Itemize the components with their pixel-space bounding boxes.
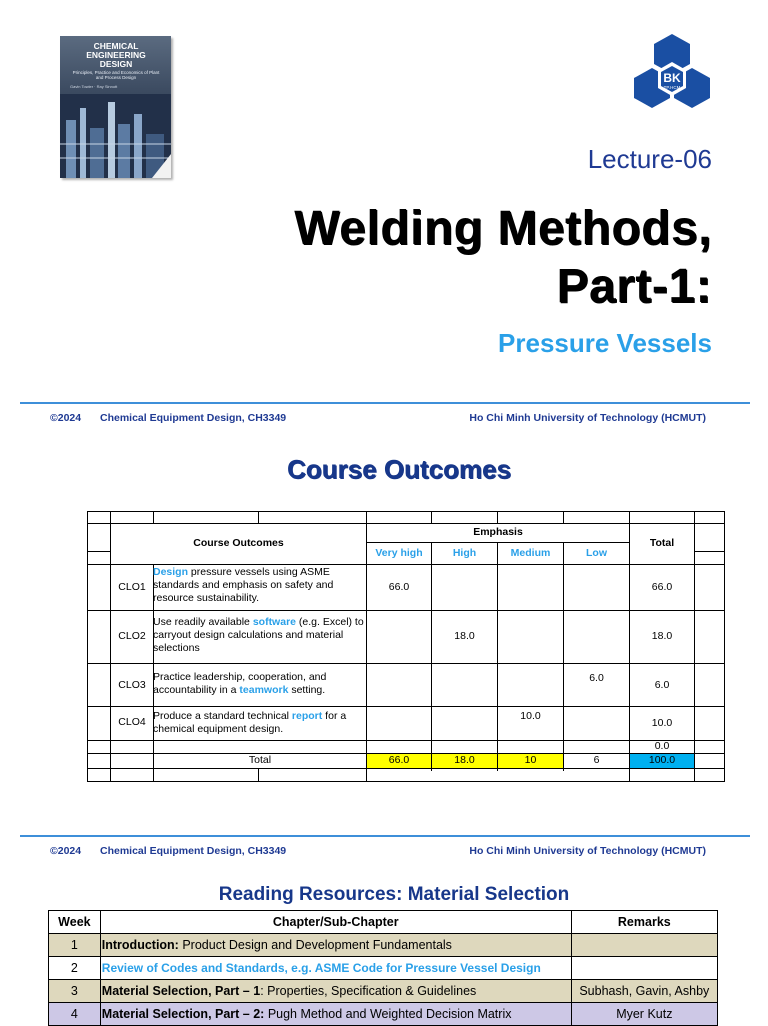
- course-outcomes-table: [87, 511, 725, 782]
- remarks-cell: [571, 957, 717, 980]
- footer-university: Ho Chi Minh University of Technology (HCMUT): [469, 845, 706, 857]
- chapter-bold: Material Selection, Part – 1: [101, 984, 261, 998]
- lecture-subtitle: Pressure Vessels: [498, 328, 712, 358]
- week-cell: 2: [49, 957, 101, 980]
- footer-year: ©2024: [50, 845, 82, 857]
- chapter-cell: [100, 934, 571, 957]
- clo-text: pressure vessels using ASME standards and emphasis on safety and resource sustainability.: [153, 566, 334, 604]
- logo-main-text: BK: [663, 71, 681, 85]
- col-remarks: Remarks: [571, 911, 717, 934]
- slide-divider: [20, 835, 750, 837]
- book-title: CHEMICAL ENGINEERING DESIGN: [86, 41, 146, 69]
- clo-text: Practice leadership, cooperation, and accountability in a: [153, 671, 327, 696]
- chapter-bold: Material Selection, Part – 2:: [101, 1007, 265, 1021]
- clo-very-high: 66.0: [388, 581, 410, 593]
- totals-very-high: 66.0: [388, 754, 410, 766]
- chapter-text: Pugh Method and Weighted Decision Matrix: [264, 1007, 512, 1021]
- header-course-outcomes: Course Outcomes: [193, 537, 284, 549]
- remarks-cell: [571, 934, 717, 957]
- clo-keyword: software: [252, 616, 296, 628]
- refinery-illustration: [60, 94, 171, 178]
- remarks-cell: Subhash, Gavin, Ashby: [571, 980, 717, 1003]
- table-row: [49, 957, 718, 980]
- header-very-high: Very high: [375, 547, 423, 559]
- week-cell: 4: [49, 1003, 101, 1026]
- totals-low: 6: [593, 754, 600, 766]
- footer-year: ©2024: [50, 412, 82, 424]
- clo-total: 18.0: [651, 630, 673, 642]
- remarks-cell: Myer Kutz: [571, 1003, 717, 1026]
- footer-course: Chemical Equipment Design, CH3349: [100, 412, 287, 424]
- footer-course: Chemical Equipment Design, CH3349: [100, 845, 287, 857]
- clo-id: CLO2: [118, 630, 146, 642]
- header-total: Total: [649, 537, 675, 549]
- totals-total: 100.0: [648, 754, 676, 766]
- chapter-text: Product Design and Development Fundamentals: [178, 938, 452, 952]
- clo-id: CLO4: [118, 716, 146, 728]
- clo-keyword: teamwork: [239, 684, 289, 696]
- week-cell: 1: [49, 934, 101, 957]
- header-emphasis: Emphasis: [473, 526, 523, 538]
- header-low: Low: [586, 547, 607, 559]
- lecture-title-line1: Welding Methods,: [294, 202, 712, 255]
- chapter-cell: Review of Codes and Standards, e.g. ASME Code for Pressure Vessel Design: [100, 957, 571, 980]
- clo-description: [153, 671, 365, 697]
- week-cell: 3: [49, 980, 101, 1003]
- clo-total: 6.0: [654, 679, 670, 691]
- clo-description: [153, 616, 365, 655]
- clo-id: CLO1: [118, 581, 146, 593]
- clo-description: [153, 566, 365, 605]
- lecture-title: [150, 200, 712, 316]
- totals-medium: 10: [524, 754, 537, 766]
- slide-footer: [50, 412, 706, 424]
- clo-text: for a chemical equipment design.: [153, 710, 347, 735]
- slide-divider: [20, 402, 750, 404]
- book-authors: Gavin Towler · Ray Sinnott: [70, 84, 118, 89]
- header-high: High: [452, 547, 477, 559]
- clo-text: setting.: [288, 684, 326, 696]
- chapter-cell: [100, 980, 571, 1003]
- clo-total: 10.0: [651, 717, 673, 729]
- header-medium: Medium: [510, 547, 551, 559]
- clo-text: Produce a standard technical: [153, 710, 292, 722]
- table-header-row: [49, 911, 718, 934]
- chapter-bold: Introduction:: [101, 938, 179, 952]
- clo-keyword: Design: [153, 566, 189, 578]
- clo-id: CLO3: [118, 679, 146, 691]
- book-subtitle: Principles, Practice and Economics of Plant and Process Design: [72, 70, 160, 80]
- reading-resources-title: Reading Resources: Material Selection: [218, 884, 570, 905]
- textbook-cover: [60, 36, 171, 178]
- clo-medium: 10.0: [520, 710, 541, 722]
- clo-low: 6.0: [589, 672, 604, 684]
- course-outcomes-title: Course Outcomes: [287, 454, 511, 484]
- logo-sub-text: TP.HCM: [663, 85, 681, 90]
- table-row: [49, 934, 718, 957]
- clo-text: (e.g. Excel) to carryout design calculations and material selections: [153, 616, 364, 654]
- clo-description: [153, 710, 365, 736]
- chapter-text: : Properties, Specification & Guidelines: [260, 984, 477, 998]
- table-row: [49, 980, 718, 1003]
- col-chapter: Chapter/Sub-Chapter: [100, 911, 571, 934]
- clo-text: Use readily available: [153, 616, 253, 628]
- col-week: Week: [49, 911, 101, 934]
- table-row: [49, 1003, 718, 1026]
- slide-footer: [50, 845, 706, 857]
- footer-university: Ho Chi Minh University of Technology (HCMUT): [469, 412, 706, 424]
- clo-total: 66.0: [651, 581, 673, 593]
- hcmut-bk-logo: [632, 32, 712, 112]
- totals-label: Total: [248, 754, 272, 766]
- chapter-cell: [100, 1003, 571, 1026]
- blank-row-total: 0.0: [654, 740, 670, 752]
- lecture-title-line2: Part-1:: [556, 260, 712, 313]
- totals-high: 18.0: [454, 754, 475, 766]
- clo-high: 18.0: [454, 630, 475, 642]
- reading-resources-table: [48, 910, 718, 1026]
- lecture-number: Lecture-06: [587, 144, 712, 174]
- clo-keyword: report: [291, 710, 323, 722]
